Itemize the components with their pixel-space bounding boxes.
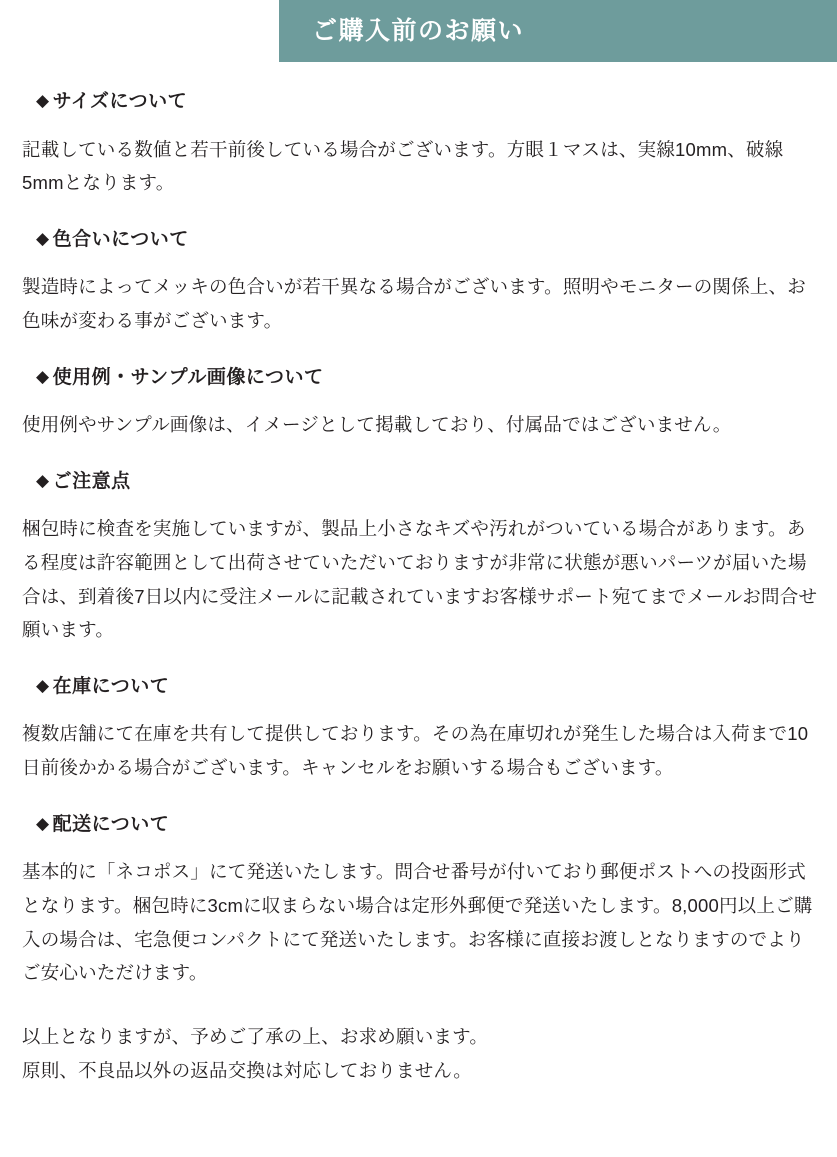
diamond-bullet-icon: ◆ (36, 813, 50, 833)
diamond-bullet-icon: ◆ (36, 366, 50, 386)
diamond-bullet-icon: ◆ (36, 675, 50, 695)
section-heading-stock (18, 647, 819, 702)
section-color (18, 200, 819, 338)
section-body-color: 製造時によってメッキの色合いが若干異なる場合がございます。照明やモニターの関係上、お色味が変わる事がございます。 (22, 276, 806, 331)
diamond-bullet-icon: ◆ (36, 91, 50, 110)
section-heading-cautions (18, 442, 819, 497)
header-band (0, 0, 837, 62)
section-heading-shipping-label: 配送について (52, 813, 170, 835)
page-title: ご購入前のお願い (312, 16, 525, 45)
section-body-stock: 複数店舗にて在庫を共有して提供しております。その為在庫切れが発生した場合は入荷まで10日前後かかる場合がございます。キャンセルをお願いする場合もございます。 (22, 723, 809, 779)
closing-line-2: 原則、不良品以外の返品交換は対応しておりません。 (22, 1059, 472, 1081)
section-heading-size-label: サイズについて (52, 91, 188, 112)
header-bar (279, 0, 837, 62)
section-body-sample-images: 使用例やサンプル画像は、イメージとして掲載しており、付属品ではございません。 (22, 414, 732, 436)
notice-content (0, 62, 837, 1111)
section-body-shipping: 基本的に「ネコポス」にて発送いたします。問合せ番号が付いており郵便ポストへの投函形式となります。梱包時に3cmに収まらない場合は定形外郵便で発送いたします。8,000円以上ご購入の場合は、宅急便コンパクトにて発送いたします。お客様に直接お渡しとなりますのでよりご安心いただけます。 (22, 861, 813, 984)
section-size (18, 62, 819, 200)
section-shipping (18, 785, 819, 990)
section-heading-sample-images-label: 使用例・サンプル画像について (52, 366, 324, 388)
closing-note (18, 990, 819, 1087)
section-cautions (18, 442, 819, 647)
closing-line-1: 以上となりますが、予めご了承の上、お求め願います。 (22, 1025, 489, 1047)
section-heading-color (18, 200, 819, 255)
diamond-bullet-icon: ◆ (36, 228, 50, 248)
diamond-bullet-icon: ◆ (36, 470, 50, 490)
section-heading-shipping (18, 785, 819, 840)
section-heading-size (18, 62, 819, 117)
section-heading-sample-images (18, 338, 819, 393)
section-body-size: 記載している数値と若干前後している場合がございます。方眼１マスは、実線10mm、破線5mmとなります。 (22, 138, 784, 194)
section-heading-cautions-label: ご注意点 (52, 470, 131, 492)
section-heading-color-label: 色合いについて (52, 228, 189, 250)
section-sample-images (18, 338, 819, 442)
section-body-cautions: 梱包時に検査を実施していますが、製品上小さなキズや汚れがついている場合があります。ある程度は許容範囲として出荷させていただいておりますが非常に状態が悪いパーツが届いた場合は、到着後7日以内に受注メールに記載されていますお客様サポート宛てまでメールお問合せ願います。 (22, 518, 818, 641)
section-heading-stock-label: 在庫について (52, 675, 170, 697)
section-stock (18, 647, 819, 785)
